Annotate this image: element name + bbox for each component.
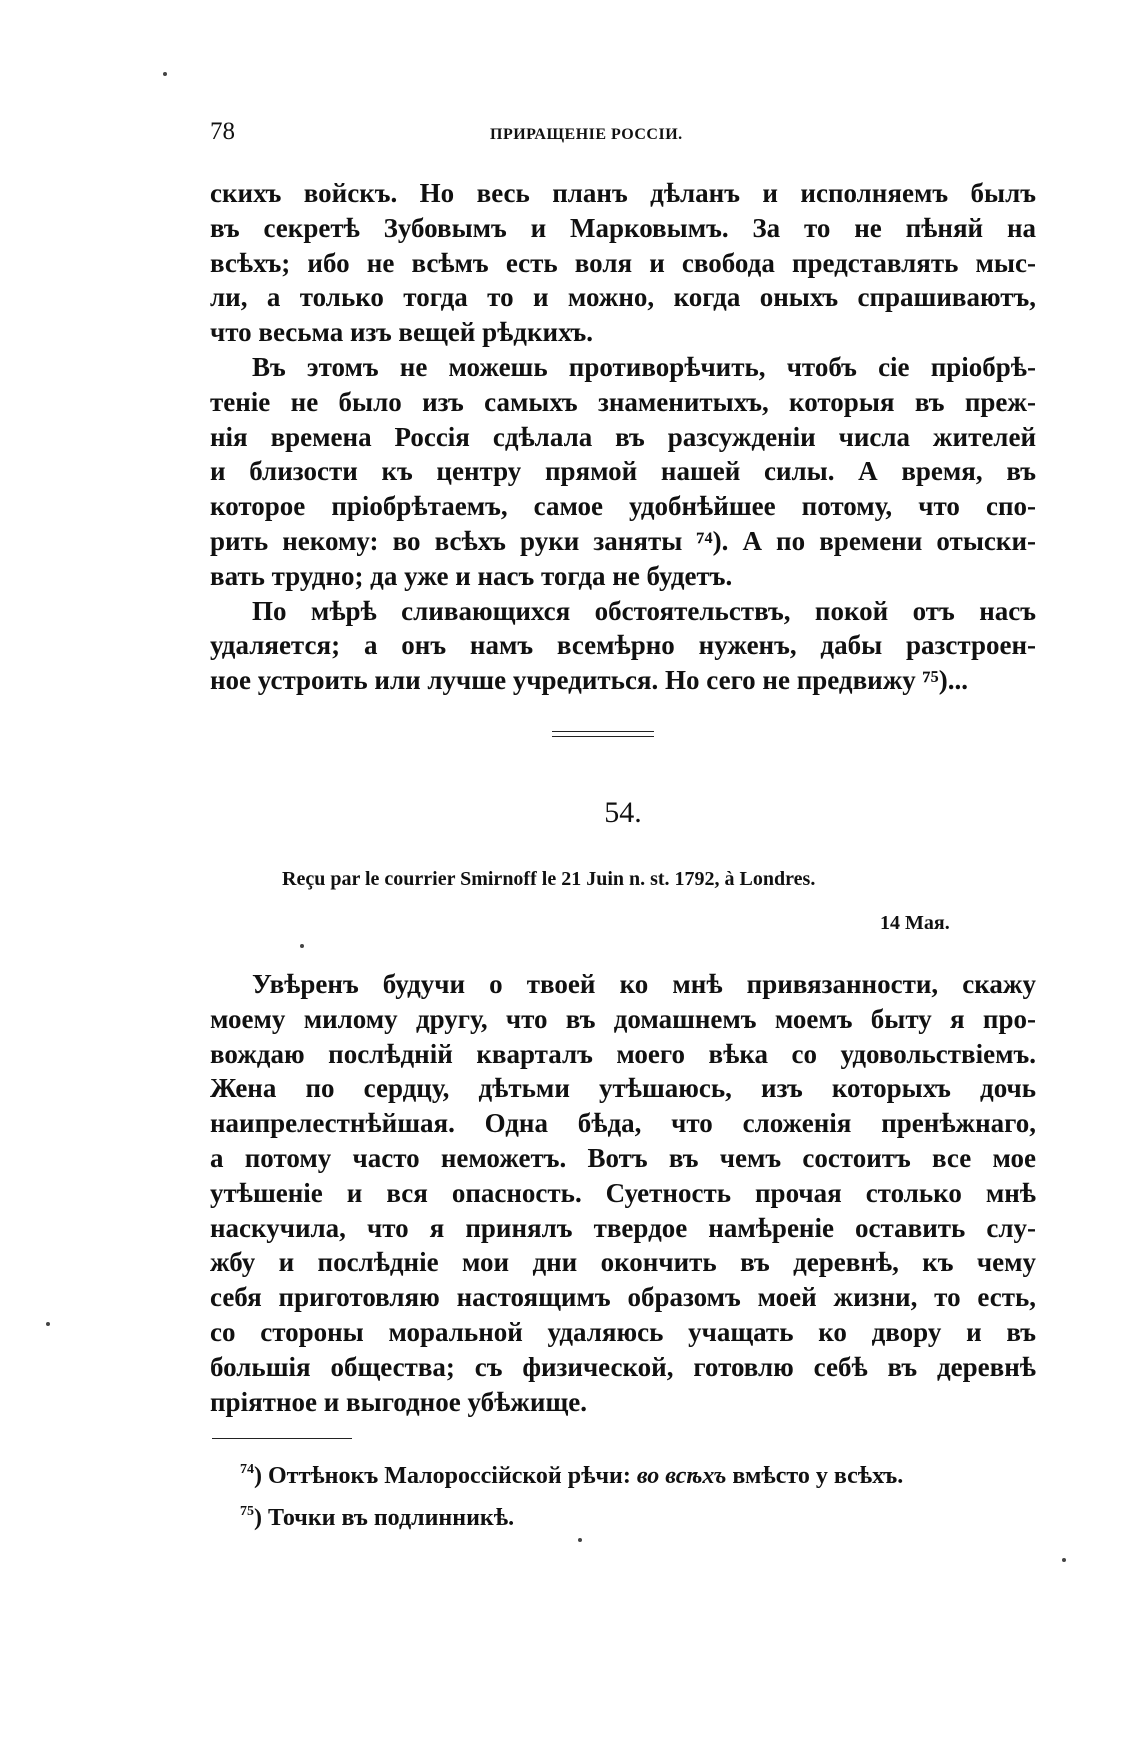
text-line: и близости къ центру прямой нашей силы. А время, въ <box>210 456 1036 487</box>
page-header <box>210 118 1040 150</box>
scan-speck <box>163 72 167 76</box>
text-line: пріятное и выгодное убѣжище. <box>210 1386 587 1417</box>
footnote-text: ) Точки въ подлинникѣ. <box>254 1505 515 1531</box>
section-separator <box>552 731 654 737</box>
text-line: въ секретѣ Зубовымъ и Марковымъ. За то не пѣняй на <box>210 212 1036 243</box>
text-line: наскучила, что я принялъ твердое намѣреніе оставить слу- <box>210 1212 1036 1243</box>
running-title: ПРИРАЩЕНІЕ РОССІИ. <box>490 126 683 143</box>
paragraph-2 <box>210 350 1036 594</box>
scan-speck <box>46 1322 50 1326</box>
footnote-text: ) Оттѣнокъ Малороссійской рѣчи: <box>254 1463 637 1489</box>
letter-paragraph <box>210 967 1036 1419</box>
text-line: скихъ войскъ. Но весь планъ дѣланъ и исполняемъ былъ <box>210 178 1036 208</box>
scan-speck <box>1062 1558 1066 1562</box>
footnote-text: вмѣсто у всѣхъ. <box>726 1463 904 1489</box>
text-line: жбу и послѣдніе мои дни окончить въ деревнѣ, къ чему <box>210 1247 1036 1278</box>
text-line: а потому часто неможетъ. Вотъ въ чемъ состоитъ все мое <box>210 1142 1036 1173</box>
text-line: Увѣренъ будучи о твоей ко мнѣ привязанности, скажу <box>252 969 1036 999</box>
letter-date: 14 Мая. <box>880 912 950 934</box>
footnotes <box>240 1452 1040 1536</box>
text-line: себя приготовляю настоящимъ образомъ моей жизни, то есть, <box>210 1282 1036 1313</box>
text-line: нія времена Россія сдѣлала въ разсужденіи числа жителей <box>210 421 1036 452</box>
text-line: По мѣрѣ сливающихся обстоятельствъ, покой отъ насъ <box>252 595 1036 626</box>
text-line: большія общества; съ физической, готовлю себѣ въ деревнѣ <box>210 1351 1036 1382</box>
scan-speck <box>578 1538 582 1542</box>
letter-54-text <box>210 967 1036 1419</box>
text-line: Жена по сердцу, дѣтьми утѣшаюсь, изъ которыхъ дочь <box>210 1073 1036 1104</box>
text-line: всѣхъ; ибо не всѣмъ есть воля и свобода представлять мыс- <box>210 247 1036 278</box>
text-line: утѣшеніе и вся опасность. Суетность прочая столько мнѣ <box>210 1177 1036 1208</box>
text-line: ное устроить или лучше учредиться. Но сего не предвижу ⁷⁵)... <box>210 665 968 696</box>
footnote-italic-text: во всѣхъ <box>636 1463 727 1489</box>
footnote-mark: 74 <box>240 1462 254 1477</box>
continued-letter-text <box>210 176 1036 698</box>
text-line: ли, а только тогда то и можно, когда оныхъ спрашиваютъ, <box>210 282 1036 313</box>
paragraph-1 <box>210 176 1036 350</box>
paragraph-3 <box>210 594 1036 698</box>
letter-number: 54. <box>604 796 642 829</box>
text-line: которое пріобрѣтаемъ, самое удобнѣйшее потому, что спо- <box>210 491 1036 522</box>
scan-speck <box>300 944 304 948</box>
text-line: вать трудно; да уже и насъ тогда не будетъ. <box>210 560 733 591</box>
text-line: вождаю послѣдній кварталъ моего вѣка со удовольствіемъ. <box>210 1038 1036 1069</box>
footnote-mark: 75 <box>240 1504 254 1519</box>
footnote-74 <box>240 1452 1040 1494</box>
text-line: рить некому: во всѣхъ руки заняты ⁷⁴). А по времени отыски- <box>210 525 1036 556</box>
footnote-rule <box>212 1438 352 1439</box>
footnote-75 <box>240 1494 1040 1536</box>
page-number: 78 <box>210 118 235 145</box>
text-line: со стороны моральной удаляюсь учащать ко двору и въ <box>210 1316 1036 1347</box>
text-line: теніе не было изъ самыхъ знаменитыхъ, которыя въ преж- <box>210 386 1036 417</box>
text-line: удаляется; а онъ намъ всемѣрно нуженъ, дабы разстроен- <box>210 630 1036 661</box>
text-line: Въ этомъ не можешь противорѣчить, чтобъ сіе пріобрѣ- <box>252 351 1036 382</box>
text-line: что весьма изъ вещей рѣдкихъ. <box>210 317 594 348</box>
text-line: наипрелестнѣйшая. Одна бѣда, что сложенія пренѣжнаго, <box>210 1108 1036 1139</box>
receipt-note: Reçu par le courrier Smirnoff le 21 Juin n. st. 1792, à Londres. <box>282 868 816 890</box>
text-line: моему милому другу, что въ домашнемъ моемъ быту я про- <box>210 1003 1036 1034</box>
